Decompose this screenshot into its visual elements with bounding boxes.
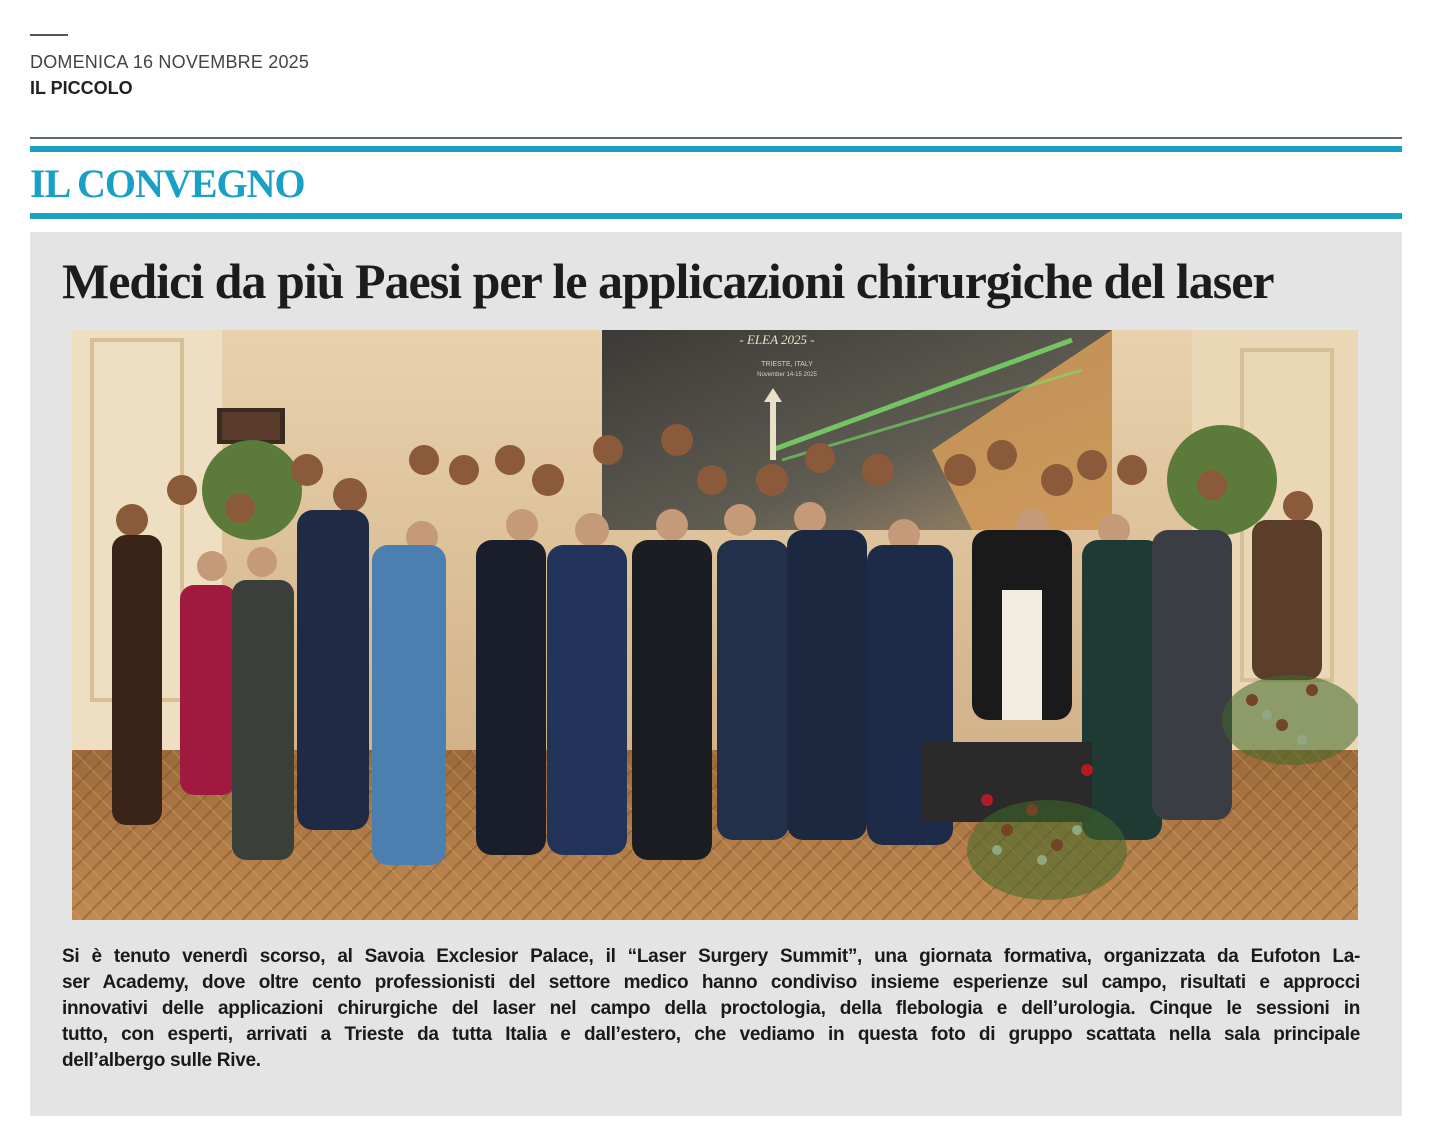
section-rule-bottom <box>30 213 1402 219</box>
top-dash <box>30 34 68 36</box>
top-rule <box>30 137 1402 139</box>
caption-line: dell’albergo sulle Rive. <box>62 1050 261 1071</box>
screen-title: - ELEA 2025 - <box>739 332 815 347</box>
screen-dates: November 14-15 2025 <box>757 372 817 378</box>
caption-line: Si è tenuto venerdì scorso, al Savoia Exclesior Palace, il “Laser Surgery Summit”, una giornata formativa, organizzata da Eufoton La- <box>62 946 1360 967</box>
newspaper-name: IL PICCOLO <box>30 78 133 98</box>
issue-date: DOMENICA 16 NOVEMBRE 2025 <box>30 52 310 72</box>
article-caption <box>62 944 1360 1074</box>
caption-line: innovativi delle applicazioni chirurgiche del laser nel campo della proctologia, della flebologia e dell’urologia. Cinque le sessioni in <box>62 998 1360 1019</box>
screen-location: TRIESTE, ITALY <box>761 361 813 368</box>
section-label: IL CONVEGNO <box>30 161 305 206</box>
article-headline: Medici da più Paesi per le applicazioni chirurgiche del laser <box>62 253 1274 309</box>
caption-line: tutto, con esperti, arrivati a Trieste da tutta Italia e dall’estero, che vediamo in questa foto di gruppo scattata nella sala principale <box>62 1024 1360 1045</box>
caption-line: ser Academy, dove oltre cento professionisti del settore medico hanno condiviso insieme esperienze sul campo, risultati e approcci <box>62 972 1360 993</box>
section-rule-top <box>30 146 1402 152</box>
group-photo <box>72 330 1358 920</box>
